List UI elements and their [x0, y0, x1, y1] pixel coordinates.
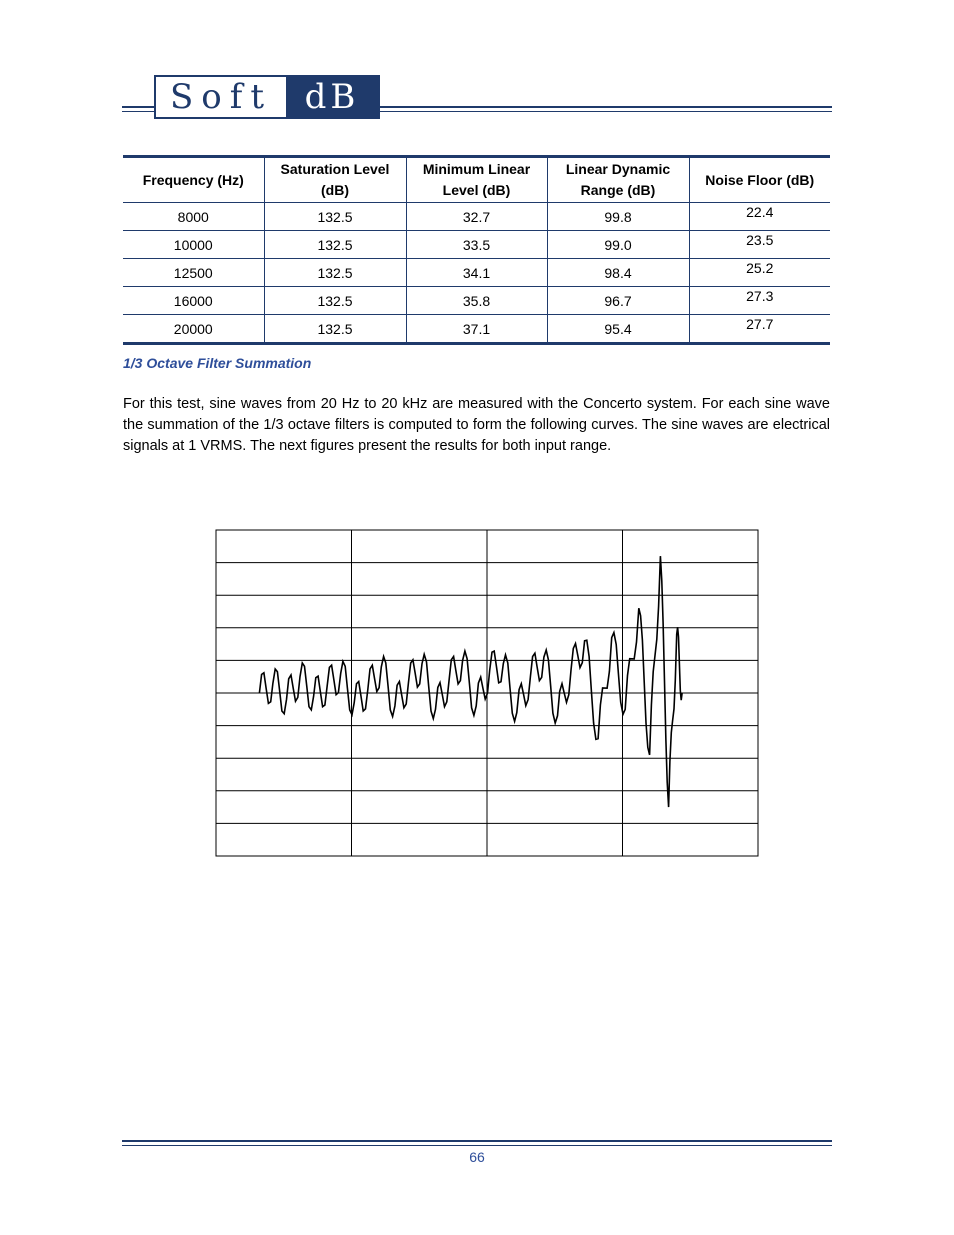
cell-min-linear: 32.7 — [406, 203, 547, 231]
cell-min-linear: 33.5 — [406, 231, 547, 259]
cell-saturation: 132.5 — [264, 315, 406, 344]
cell-min-linear: 37.1 — [406, 315, 547, 344]
cell-noise-floor: 25.2 — [689, 259, 830, 287]
header-saturation-level: Saturation Level (dB) — [264, 157, 406, 203]
cell-noise-floor: 23.5 — [689, 231, 830, 259]
cell-frequency: 16000 — [123, 287, 264, 315]
table-header-row — [123, 157, 830, 203]
cell-dynamic-range: 99.8 — [547, 203, 689, 231]
cell-saturation: 132.5 — [264, 287, 406, 315]
table-row — [123, 287, 830, 315]
cell-saturation: 132.5 — [264, 259, 406, 287]
softdb-logo — [154, 75, 380, 119]
specification-table — [123, 155, 830, 345]
filter-summation-chart — [214, 528, 760, 858]
chart-series — [259, 556, 682, 807]
cell-saturation: 132.5 — [264, 203, 406, 231]
header-rule-left — [122, 106, 154, 112]
cell-min-linear: 34.1 — [406, 259, 547, 287]
header-noise-floor: Noise Floor (dB) — [689, 157, 830, 203]
cell-dynamic-range: 96.7 — [547, 287, 689, 315]
header-rule-right — [380, 106, 832, 112]
cell-dynamic-range: 95.4 — [547, 315, 689, 344]
series-line — [259, 556, 682, 807]
cell-frequency: 10000 — [123, 231, 264, 259]
table-row — [123, 259, 830, 287]
cell-frequency: 8000 — [123, 203, 264, 231]
cell-min-linear: 35.8 — [406, 287, 547, 315]
section-title: 1/3 Octave Filter Summation — [123, 355, 312, 371]
logo-soft-text: Soft — [169, 77, 272, 117]
header-frequency: Frequency (Hz) — [123, 157, 264, 203]
cell-noise-floor: 22.4 — [689, 203, 830, 231]
cell-dynamic-range: 98.4 — [547, 259, 689, 287]
table-row — [123, 315, 830, 344]
cell-saturation: 132.5 — [264, 231, 406, 259]
cell-frequency: 20000 — [123, 315, 264, 344]
header-linear-dynamic-range: Linear Dynamic Range (dB) — [547, 157, 689, 203]
page-number: 66 — [469, 1149, 485, 1165]
cell-frequency: 12500 — [123, 259, 264, 287]
cell-noise-floor: 27.3 — [689, 287, 830, 315]
table-row — [123, 231, 830, 259]
body-paragraph: For this test, sine waves from 20 Hz to 20 kHz are measured with the Concerto system. For each sine wave the summation of the 1/3 octave filters is computed to form the following curves. The sine waves are electrical signals at 1 VRMS. The next figures present the results for both input range. — [123, 396, 830, 454]
header-minimum-linear-level: Minimum Linear Level (dB) — [406, 157, 547, 203]
table-row — [123, 203, 830, 231]
cell-noise-floor: 27.7 — [689, 315, 830, 344]
cell-dynamic-range: 99.0 — [547, 231, 689, 259]
footer-rule — [122, 1140, 832, 1146]
logo-db-text: dB — [286, 77, 378, 117]
